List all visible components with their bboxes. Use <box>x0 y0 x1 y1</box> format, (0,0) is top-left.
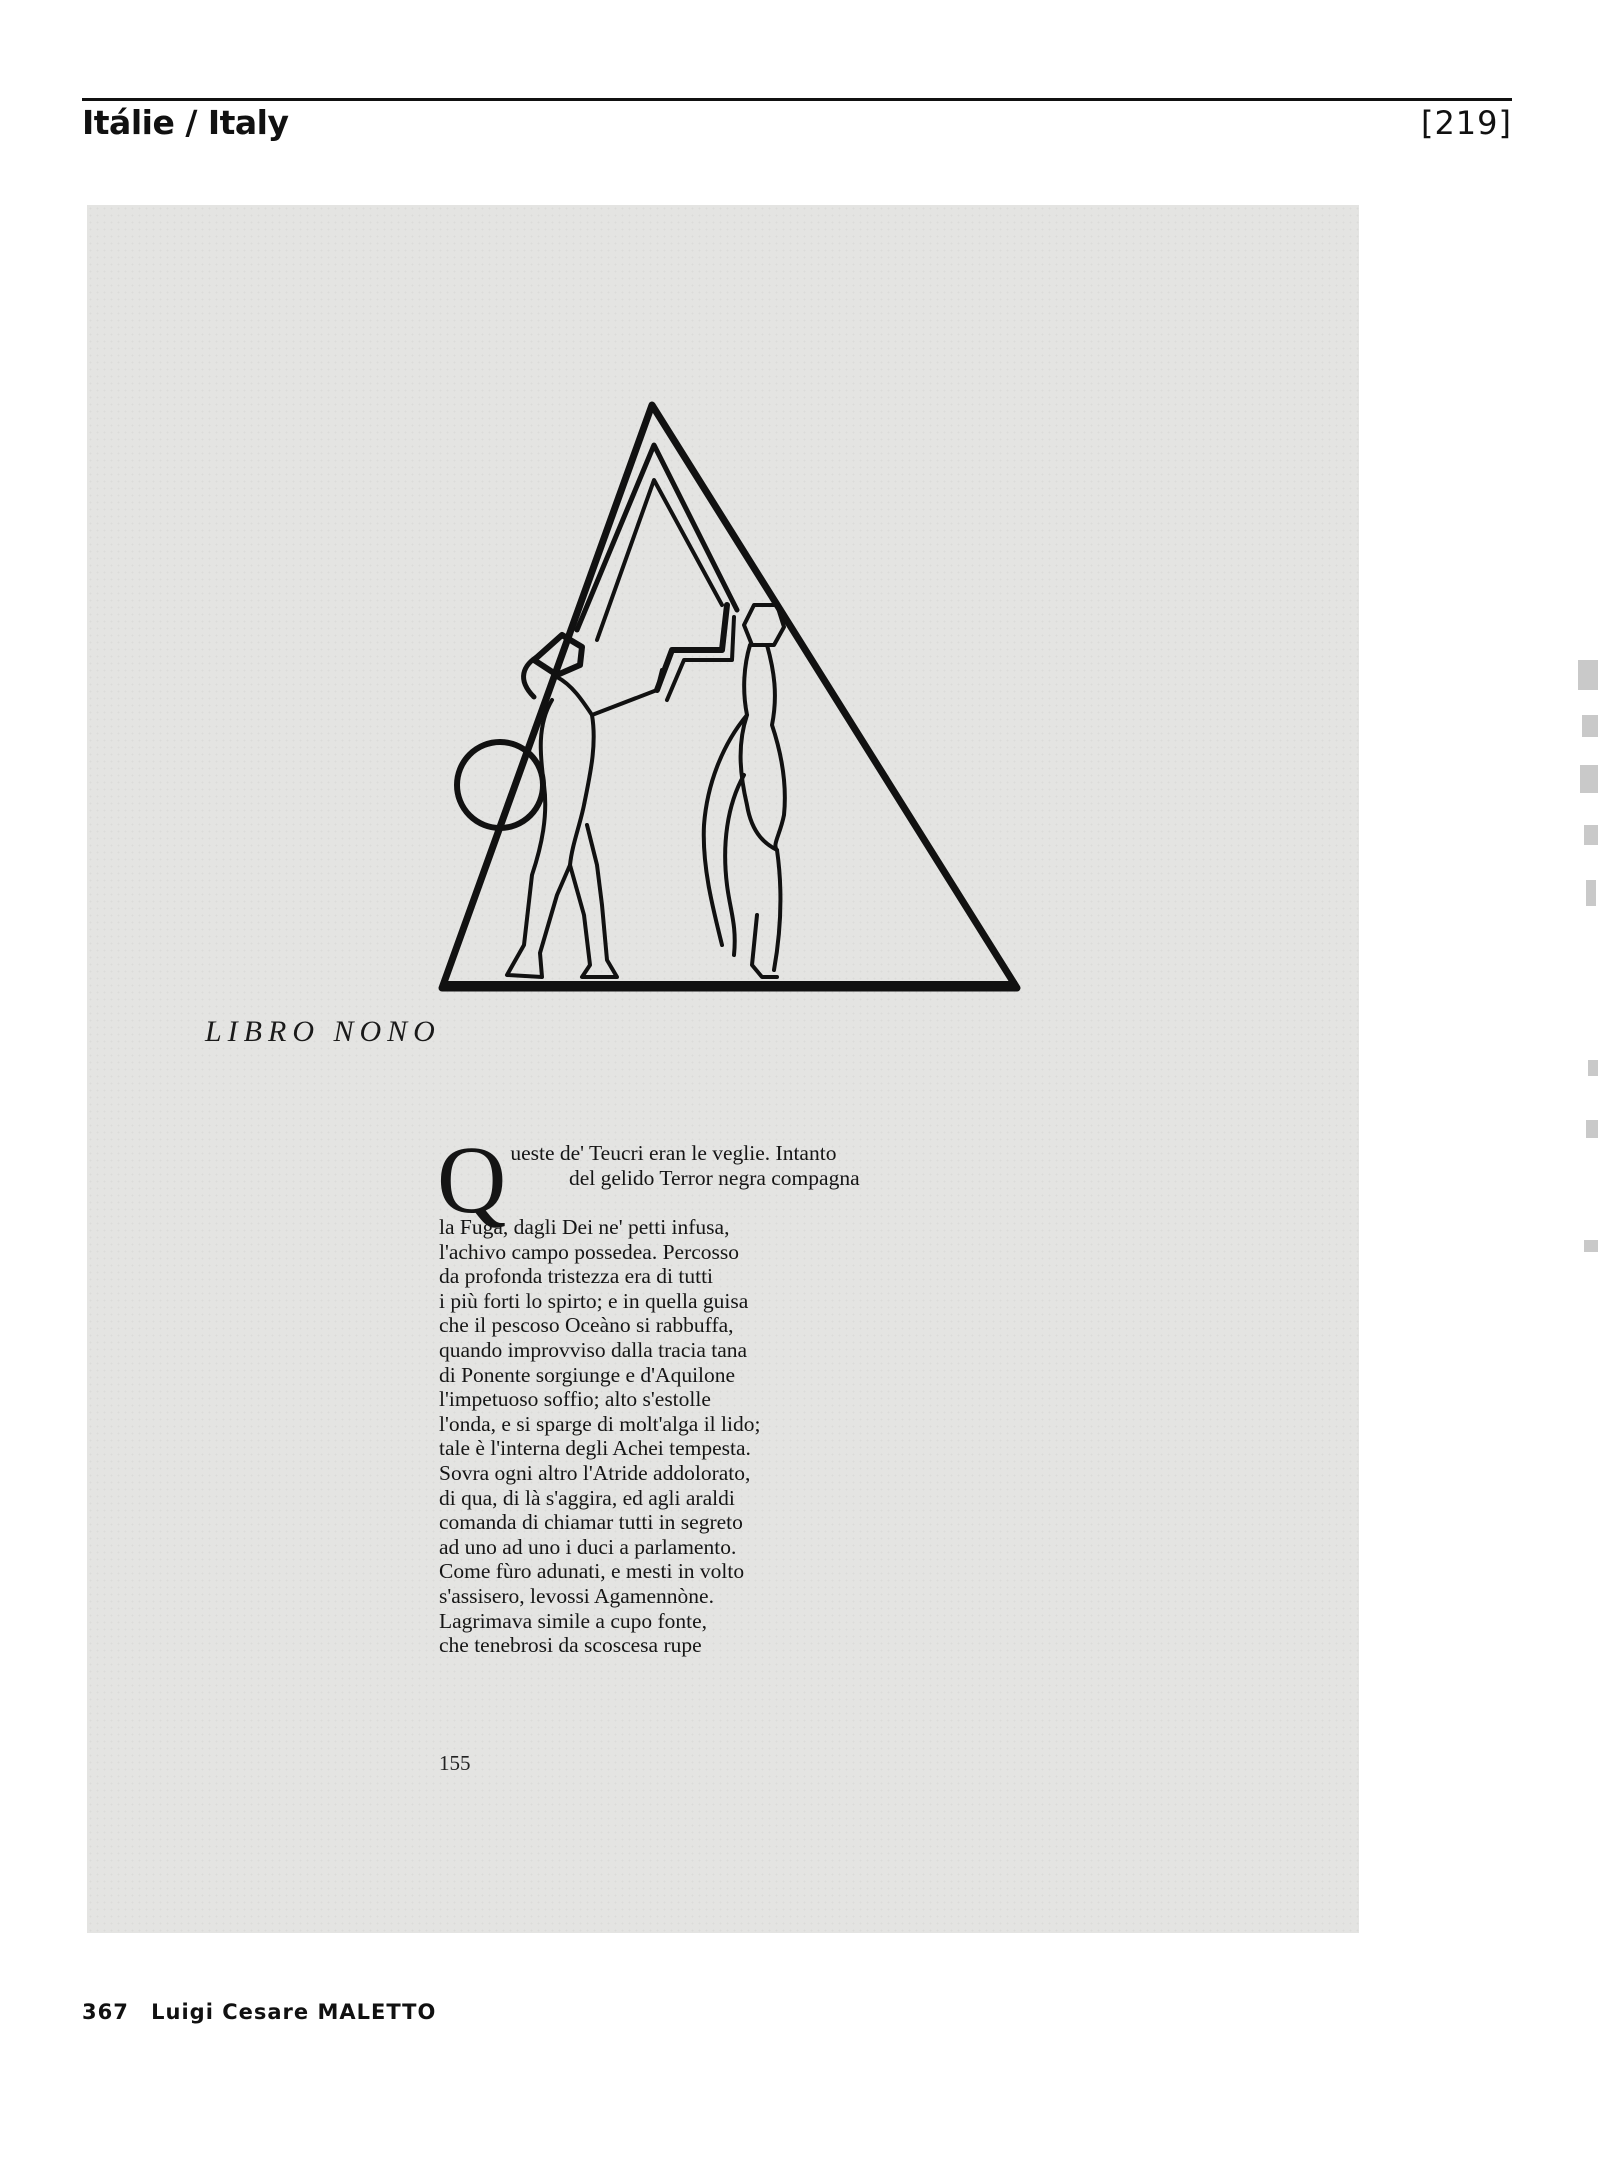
header-rule <box>82 98 1512 101</box>
verse-line: l'achivo campo possedea. Percosso <box>439 1239 740 1264</box>
verse-line: che il pescoso Oceàno si rabbuffa, <box>439 1313 734 1338</box>
verse-line: la Fuga, dagli Dei ne' petti infusa, <box>439 1215 730 1239</box>
verse-line: l'impetuoso soffio; alto s'estolle <box>439 1387 711 1412</box>
verse-text <box>437 1126 1039 1658</box>
verse-line: ueste de' Teucri eran le veglie. Intanto <box>510 1141 837 1165</box>
verse-line: l'onda, e si sparge di molt'alga il lido; <box>439 1411 761 1436</box>
verse-line: Sovra ogni altro l'Atride addolorato, <box>439 1460 751 1485</box>
verse-line: tale è l'interna degli Achei tempesta. <box>439 1436 751 1461</box>
section-title: Itálie / Italy <box>82 103 289 142</box>
catalog-number: 367 <box>82 2000 129 2024</box>
book-heading: LIBRO NONO <box>205 1015 441 1048</box>
verse-line: Lagrimava simile a cupo fonte, <box>439 1608 708 1633</box>
page-number: [219] <box>1420 104 1512 142</box>
verse-line: Come fùro adunati, e mesti in volto <box>439 1559 745 1584</box>
verse-line: di Ponente sorgiunge e d'Aquilone <box>439 1362 736 1387</box>
book-page-plate <box>87 205 1359 1933</box>
folio-number: 155 <box>439 1751 471 1775</box>
verse-line: che tenebrosi da scoscesa rupe <box>439 1633 702 1658</box>
bleed-through-marks <box>1560 640 1600 1280</box>
verse-line: comanda di chiamar tutti in segreto <box>439 1510 743 1535</box>
initial-letter-A-figures-icon <box>422 305 1022 1105</box>
verse-line: del gelido Terror negra compagna <box>569 1165 860 1190</box>
verse-line: quando improvviso dalla tracia tana <box>439 1337 748 1362</box>
verse-line: s'assisero, levossi Agamennòne. <box>439 1583 714 1608</box>
verse-line: da profonda tristezza era di tutti <box>439 1264 714 1289</box>
author-name: Luigi Cesare MALETTO <box>151 2000 437 2024</box>
verse-line: di qua, di là s'aggira, ed agli araldi <box>439 1485 735 1510</box>
verse-line: i più forti lo spirto; e in quella guisa <box>439 1288 749 1313</box>
footer-credit <box>82 2000 436 2024</box>
verse-line: ad uno ad uno i duci a parlamento. <box>439 1534 737 1559</box>
drop-cap: Q <box>437 1126 507 1233</box>
